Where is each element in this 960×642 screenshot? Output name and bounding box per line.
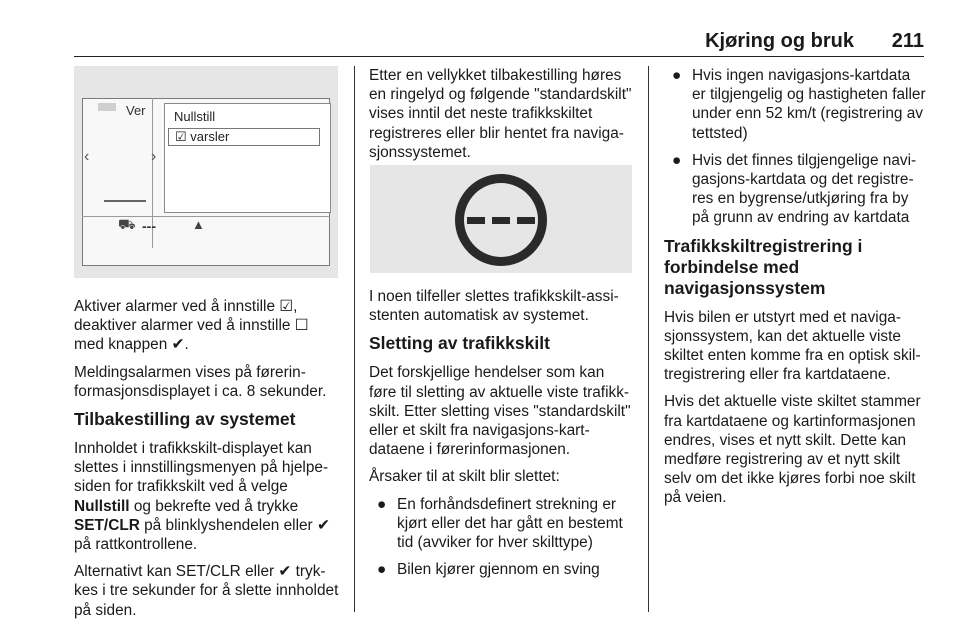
list-item: ● Hvis ingen navigasjons-kartdata er tilgjengelig og hastigheten faller under enn 52 km/t (registrering av tettsted) [672,67,926,142]
list-item: ● Hvis det finnes tilgjengelige navigasjons-kartdata og det registreres en bygrense/utkjøring fra by på grunn av endring av kartdata [672,151,917,227]
menu-title: Nullstill [174,109,216,124]
reasons-list [369,495,635,580]
bullet-icon: ● [672,151,682,169]
screen-dashes: --- [142,218,156,234]
list-item: ● En forhåndsdefinert strekning er kjørt eller det har gått en bestemt tid (avviker for hver skilttype) [377,495,623,552]
bullet-icon: ● [377,561,387,579]
paragraph-duration: Meldingsalarmen vises på førerinformasjonsdisplayet i ca. 8 sekunder. [74,363,327,400]
bullet-icon: ● [377,495,387,513]
paragraph-reset: Innholdet i trafikkskilt-displayet kan slettes i innstillingsmenyen på hjelpesiden for trafikkskilt ved å velge Nullstill og bekrefte ved å trykke SET/CLR på blinklyshendelen eller ✔ på rattkontrollene. [74,440,330,554]
bullet-icon: ● [672,67,682,84]
page-header-title: Kjøring og bruk [705,30,854,52]
paragraph-map-change: Hvis det aktuelle viste skiltet stammer fra kartdataene og kartinformasjonen endres, vises et nytt skilt. Dette kan medføre registrering av et nytt skilt selv om det ikke kjøres forbi noe skilt på veien. [664,393,921,507]
heading-navigation: Trafikkskiltregistrering i forbindelse med navigasjonssystem [664,235,863,298]
column-2 [369,66,635,170]
road-icon: ▲ [192,217,205,232]
chevron-right-icon: › [151,148,157,165]
screen-line [104,200,146,202]
paragraph-auto-delete: I noen tilfeller slettes trafikkskilt-assistenten automatisk av systemet. [369,288,619,325]
column-1 [74,297,342,628]
screen-left-label: Ver [126,103,146,118]
chevron-left-icon: ‹ [84,148,90,165]
standard-sign-figure [370,165,632,273]
display-screen-figure [74,66,338,278]
header-rule [74,56,924,57]
list-item: ● Bilen kjører gjennom en sving [377,561,600,579]
column-2-lower [369,287,635,587]
paragraph-after-reset: Etter en vellykket tilbakestilling høres en ringelyd og følgende "standardskilt" vises inntil det neste trafikkskiltet registreres eller blir hentet fra navigasjonssystemet. [369,67,632,161]
paragraph-alarm: Aktiver alarmer ved å innstille ☑, deaktiver alarmer ved å innstille ☐ med knappen ✔. [74,298,309,354]
paragraph-alternative: Alternativt kan SET/CLR eller ✔ trykkes i tre sekunder for å slette innholdet på siden. [74,563,339,619]
column-divider-1 [354,66,355,612]
page-number: 211 [891,30,924,52]
column-divider-2 [648,66,649,612]
paragraph-delete-events: Det forskjellige hendelser som kan føre til sletting av aktuelle viste trafikkskilt. Etter sletting vises "standardskilt" eller et skilt fra navigasjons-kartdataene i førerinformasjonen. [369,364,631,459]
heading-delete: Sletting av trafikkskilt [369,333,550,354]
heading-reset: Tilbakestilling av systemet [74,409,296,430]
column-3 [664,66,926,516]
menu-checkbox-item: ☑ varsler [168,128,320,146]
end-of-restriction-sign-icon [370,165,632,273]
conditions-list [664,66,926,228]
paragraph-reasons: Årsaker til at skilt blir slettet: [369,468,560,486]
car-icon: ⛟ [118,216,136,232]
vehicle-icon [98,103,116,111]
paragraph-nav-source: Hvis bilen er utstyrt med et navigasjonssystem, kan det aktuelle viste skiltet enten komme fra en optisk skiltregistrering eller fra kartdataene. [664,308,921,384]
